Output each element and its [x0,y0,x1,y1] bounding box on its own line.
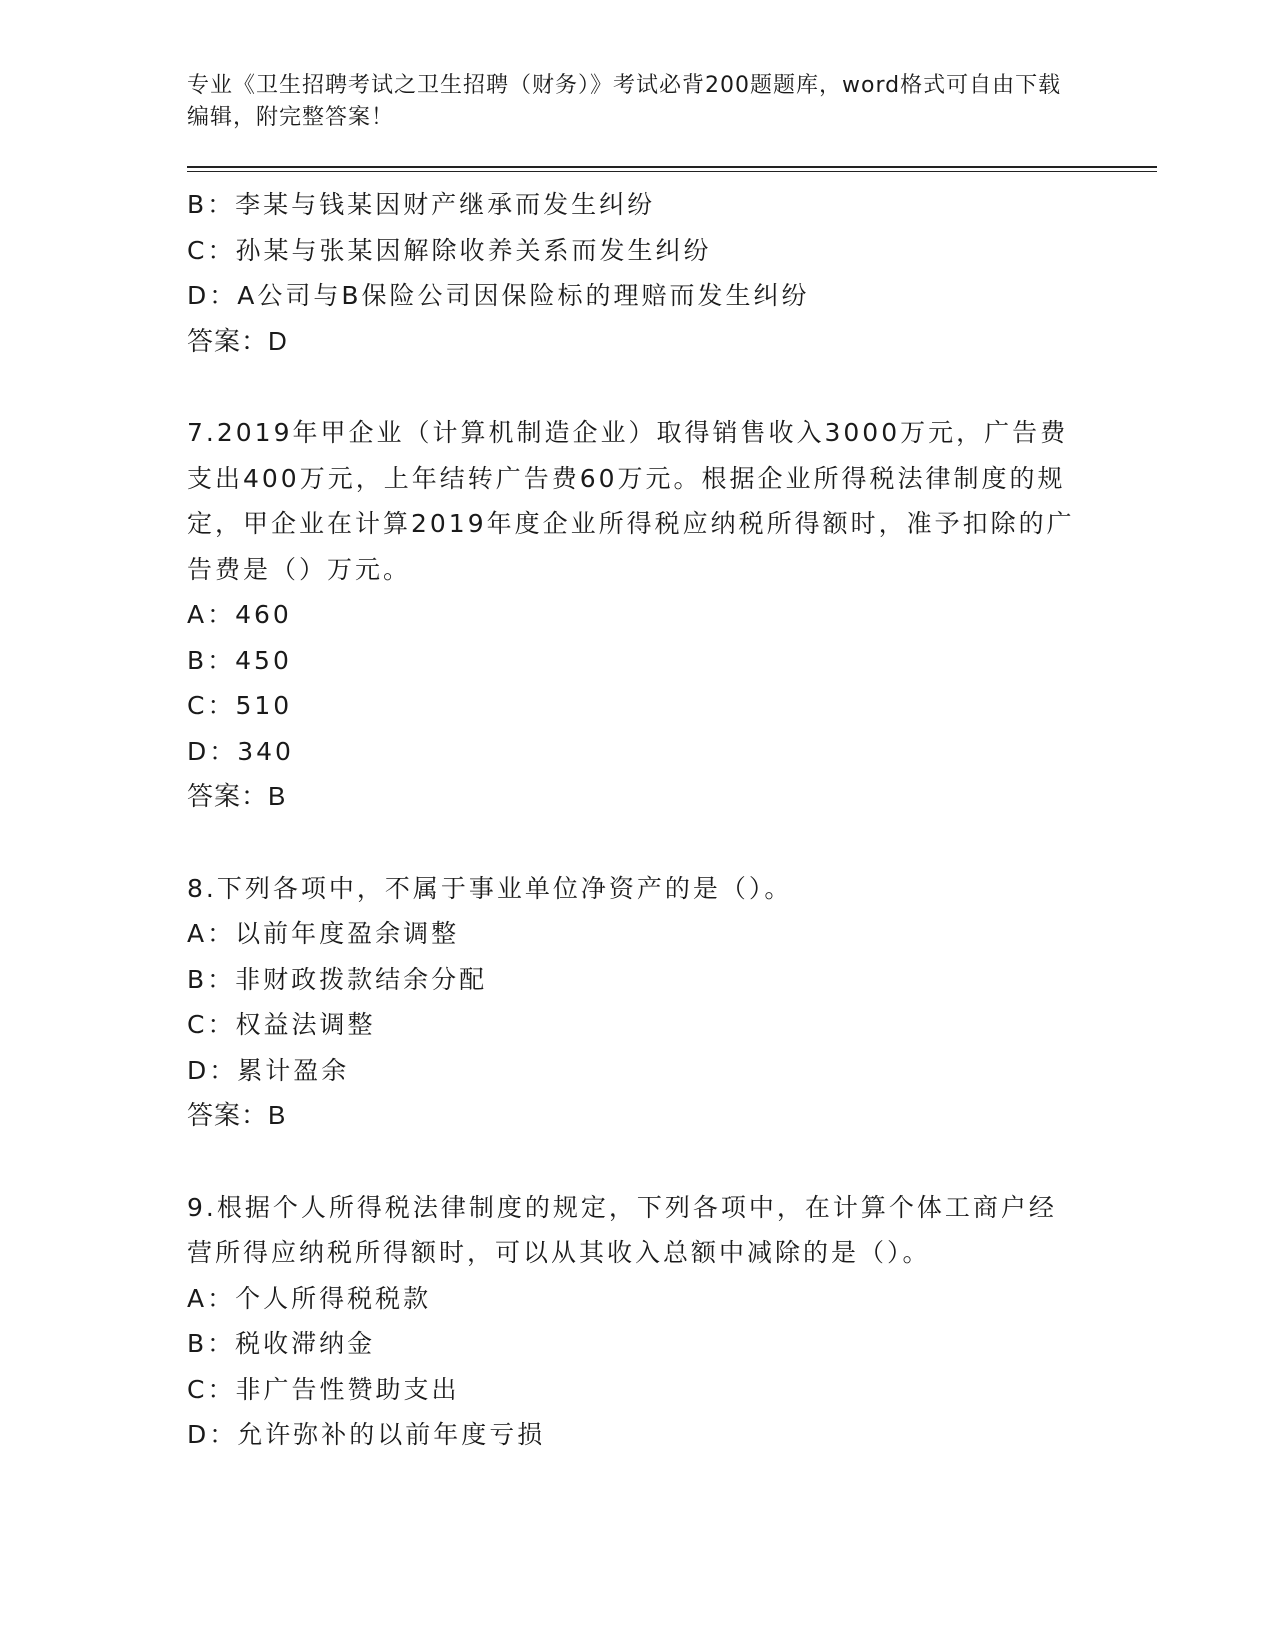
option-d: D：累计盈余 [187,1055,350,1085]
option-b: B：非财政拨款结余分配 [187,964,488,994]
option-b: B：450 [187,645,292,675]
question-list [187,182,1147,1458]
option-b: B：税收滞纳金 [187,1329,376,1358]
question-stem: 9.根据个人所得税法律制度的规定，下列各项中，在计算个体工商户经营所得应纳税所得额时，可以从其收入总额中减除的是（）。 [187,1192,1057,1267]
question-stem: 8.下列各项中，不属于事业单位净资产的是（）。 [187,873,793,903]
answer: 答案：B [187,1100,287,1130]
answer: 答案：D [187,325,288,356]
question-stem: 7.2019年甲企业（计算机制造企业）取得销售收入3000万元，广告费支出400万元，上年结转广告费60万元。根据企业所得税法律制度的规定，甲企业在计算2019年度企业所得税应纳税所得额时，准予扣除的广告费是（）万元。 [187,418,1075,584]
document-header: 专业《卫生招聘考试之卫生招聘（财务）》考试必背200题题库，word格式可自由下载编辑，附完整答案！ [187,73,1062,130]
option-d: D：340 [187,736,294,766]
option-a: A：460 [187,600,292,629]
header-divider [187,166,1157,172]
option-c: C：权益法调整 [187,1010,376,1039]
question-8 [187,866,1147,1139]
question-7 [187,410,1147,820]
option-a: A：个人所得税税款 [187,1283,432,1313]
answer: 答案：B [187,781,287,811]
option-c: C：510 [187,691,293,720]
option-b: B：李某与钱某因财产继承而发生纠纷 [187,190,656,219]
option-c: C：非广告性赞助支出 [187,1374,460,1404]
question-9 [187,1185,1147,1458]
option-d: D：允许弥补的以前年度亏损 [187,1420,546,1449]
option-d: D：A公司与B保险公司因保险标的理赔而发生纠纷 [187,281,810,310]
question-6 [187,182,1147,364]
option-a: A：以前年度盈余调整 [187,919,460,948]
option-c: C：孙某与张某因解除收养关系而发生纠纷 [187,235,712,265]
document-page [187,70,1147,1458]
